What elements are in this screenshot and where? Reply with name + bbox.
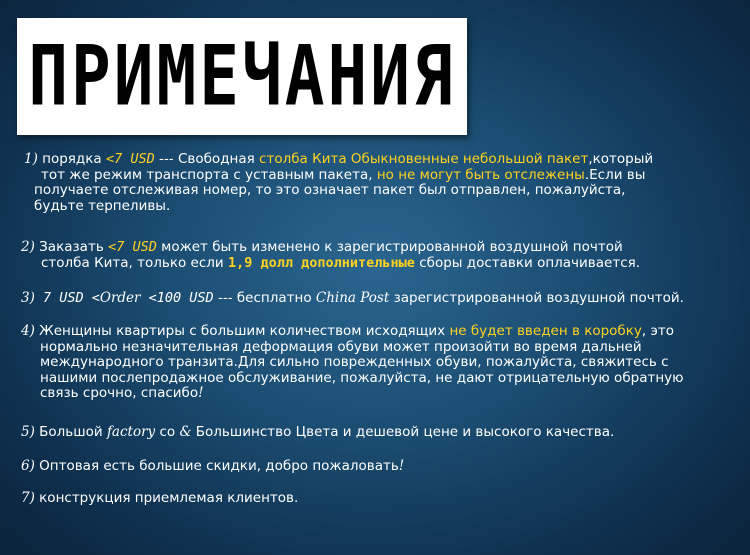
note-text: China Post (315, 290, 390, 306)
title-banner (17, 18, 467, 135)
note-text: получаете отслеживая номер, то это означает пакет был отправлен, пожалуйста, (34, 182, 626, 198)
highlight-price: <7 USD (105, 151, 155, 167)
note-text: связь срочно, спасибо (40, 385, 199, 401)
note-text: конструкция приемлемая клиентов. (34, 490, 299, 506)
note-text: Заказать (34, 239, 109, 255)
note-number: 2) (21, 239, 35, 255)
note-text: тот же режим транспорта с уставным пакета, (41, 166, 377, 183)
note-text: может быть изменено к зарегистрированной воздушной почтой (156, 239, 623, 255)
note-text: зарегистрированной воздушной почтой. (389, 290, 684, 306)
note-text: нашими послепродажное обслуживание, пожалуйста, не дают отрицательную обратную (40, 369, 684, 386)
note-text: , это (641, 323, 675, 339)
note-number: 6) (21, 458, 35, 474)
note-text: Order (99, 290, 141, 306)
note-text: ! (398, 458, 405, 474)
note-text: ,который (588, 151, 654, 167)
note-text: & (179, 424, 192, 440)
note-5 (21, 425, 614, 441)
note-text: --- бесплатно (213, 290, 316, 306)
highlight-text: но не могут быть отслежены (376, 166, 585, 183)
note-text: Большой (34, 424, 107, 440)
note-text: столба Кита, только если (41, 254, 228, 271)
note-text: сборы доставки оплачивается. (414, 254, 641, 271)
note-number: 7) (21, 490, 35, 506)
note-text: ! (198, 385, 204, 401)
highlight-fee: 1,9 долл дополнительные (227, 254, 415, 271)
note-text: со (155, 424, 180, 440)
note-6 (21, 459, 404, 475)
note-text: порядка (37, 151, 106, 167)
note-number: 3) (21, 290, 35, 306)
page-title: ПРИМЕЧАНИЯ (28, 27, 456, 124)
note-number: 4) (21, 323, 35, 339)
note-1 (24, 152, 653, 214)
note-number: 1) (24, 151, 38, 167)
note-text: 7 USD < (34, 290, 100, 306)
note-3 (21, 291, 684, 307)
note-text: .Если вы (584, 166, 646, 183)
note-4 (21, 324, 684, 402)
note-text: Женщины квартиры с большим количеством исходящих (34, 323, 450, 339)
note-text: нормально незначительная деформация обуви может произойти во время дальней (40, 338, 642, 355)
note-number: 5) (21, 424, 35, 440)
note-text: международного транзита.Для сильно поврежденных обуви, пожалуйста, свяжитесь с (40, 354, 669, 370)
note-text: Оптовая есть большие скидки, добро пожаловать (34, 458, 399, 474)
highlight-price: <7 USD (108, 239, 157, 255)
note-text: будьте терпеливы. (34, 197, 171, 214)
note-7 (21, 491, 298, 507)
note-2 (21, 240, 640, 271)
note-text: --- Свободная (154, 151, 260, 167)
note-text: factory (106, 424, 156, 440)
highlight-text: не будет введен в коробку (449, 323, 642, 339)
note-text: <100 USD (140, 290, 214, 306)
highlight-text: столба Кита Обыкновенные небольшой пакет (259, 151, 589, 167)
note-text: Большинство Цвета и дешевой цене и высокого качества. (191, 424, 615, 440)
